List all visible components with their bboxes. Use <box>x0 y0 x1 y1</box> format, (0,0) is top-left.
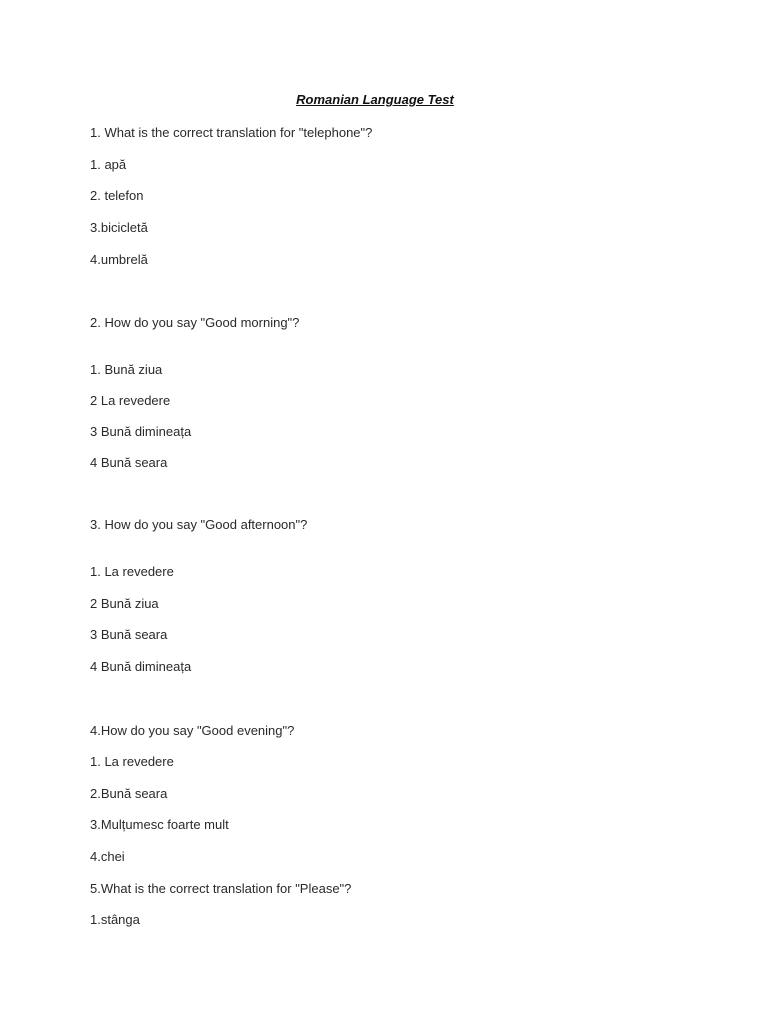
question-1: 1. What is the correct translation for "telephone"? <box>90 125 373 140</box>
q2-option-1: 1. Bună ziua <box>90 362 163 377</box>
q2-option-2: 2 La revedere <box>90 393 171 408</box>
q3-option-2: 2 Bună ziua <box>90 596 159 611</box>
q4-option-2: 2.Bună seara <box>90 786 168 801</box>
q1-option-4: 4.umbrelă <box>90 252 148 267</box>
question-2: 2. How do you say "Good morning"? <box>90 315 300 330</box>
question-5: 5.What is the correct translation for "Please"? <box>90 881 352 896</box>
q2-option-4: 4 Bună seara <box>90 455 168 470</box>
q3-option-1: 1. La revedere <box>90 564 174 579</box>
q1-option-3: 3.bicicletă <box>90 220 148 235</box>
q1-option-1: 1. apă <box>90 157 127 172</box>
q2-option-3: 3 Bună dimineața <box>90 424 192 439</box>
q4-option-4: 4.chei <box>90 849 125 864</box>
q4-option-3: 3.Mulțumesc foarte mult <box>90 817 229 832</box>
document-title: Romanian Language Test <box>296 92 454 107</box>
question-4: 4.How do you say "Good evening"? <box>90 723 295 738</box>
q3-option-3: 3 Bună seara <box>90 627 168 642</box>
q4-option-1: 1. La revedere <box>90 754 174 769</box>
question-3: 3. How do you say "Good afternoon"? <box>90 517 308 532</box>
q3-option-4: 4 Bună dimineața <box>90 659 192 674</box>
q1-option-2: 2. telefon <box>90 188 144 203</box>
q5-option-1: 1.stânga <box>90 912 140 927</box>
